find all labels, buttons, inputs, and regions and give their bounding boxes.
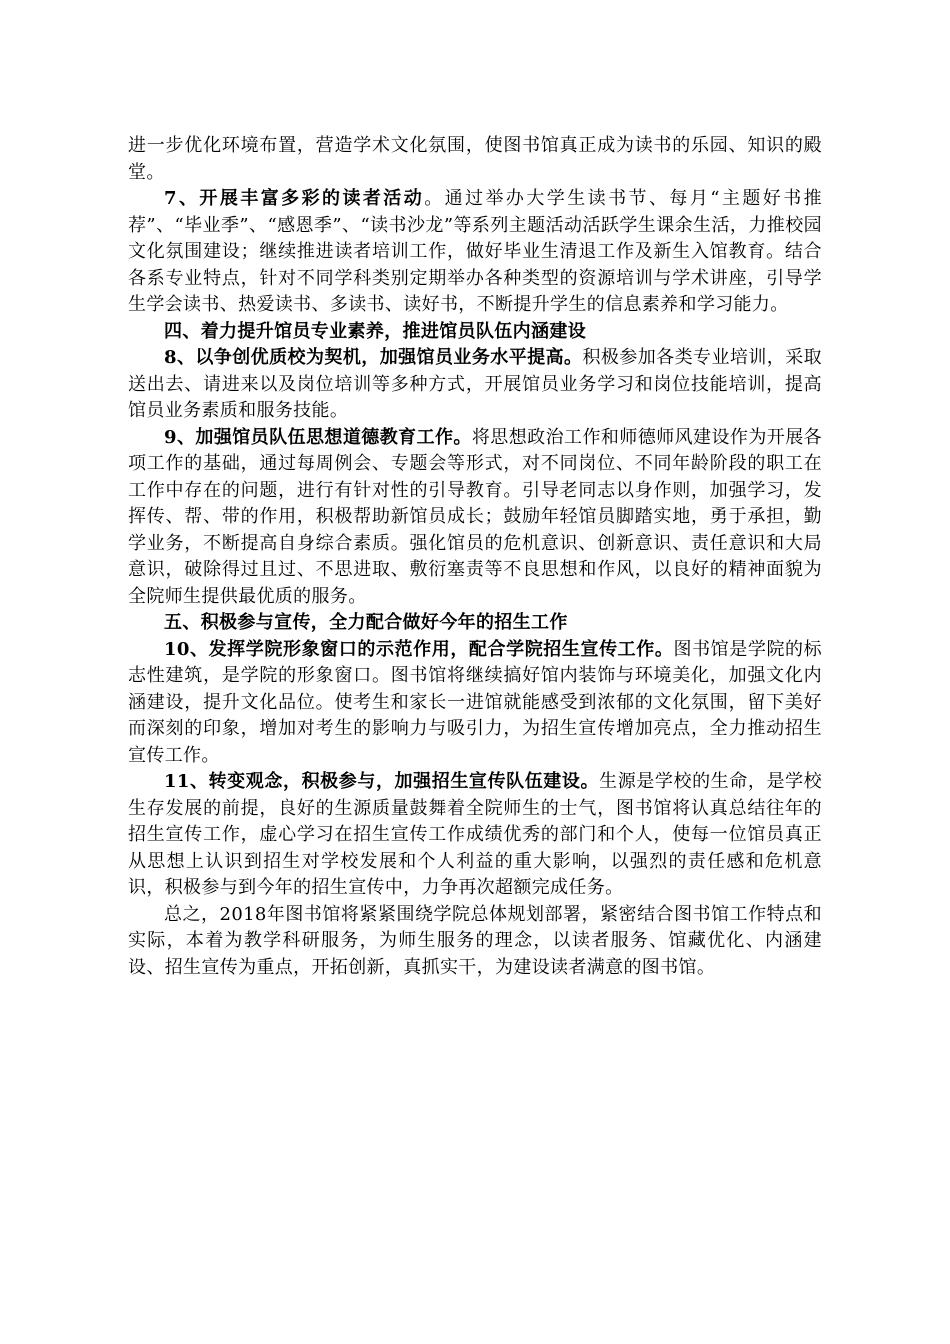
paragraph-item-10	[128, 637, 822, 770]
paragraph-lead: 7、开展丰富多彩的读者活动	[164, 188, 425, 209]
paragraph-text: 总之，2018年图书馆将紧紧围绕学院总体规划部署，紧密结合图书馆工作特点和实际，本着为教学科研服务，为师生服务的理念，以读者服务、馆藏优化、内涵建设、招生宣传为重点，开拓创新，真抓实干，为建设读者满意的图书馆。	[128, 903, 822, 978]
section-heading-4: 四、着力提升馆员专业素养，推进馆员队伍内涵建设	[164, 320, 587, 342]
section-heading-5: 五、积极参与宣传，全力配合做好今年的招生工作	[164, 612, 568, 633]
paragraph-text: 。通过举办大学生读书节、每月“主题好书推荐”、“毕业季”、“感恩季”、“读书沙龙”等系列主题活动活跃学生课余生活，力推校园文化氛围建设；继续推进读者培训工作，做好毕业生清退工作及新生入馆教育。结合各系专业特点，针对不同学科类别定期举办各种类型的资源培训与学术讲座，引导学生学会读书、热爱读书、多读书、读好书，不断提升学生的信息素养和学习能力。	[128, 188, 823, 315]
paragraph-text: 图书馆是学院的标志性建筑，是学院的形象窗口。图书馆将继续搞好馆内装饰与环境美化，加强文化内涵建设，提升文化品位。使考生和家长一进馆就能感受到浓郁的文化氛围，留下美好而深刻的印象，增加对考生的影响力与吸引力，为招生宣传增加亮点，全力推动招生宣传工作。	[128, 638, 822, 766]
paragraph-text: 积极参加各类专业培训，采取送出去、请进来以及岗位培训等多种方式，开展馆员业务学习和岗位技能培训，提高馆员业务素质和服务技能。	[128, 347, 822, 421]
paragraph-lead: 8、以争创优质校为契机，加强馆员业务水平提高。	[164, 347, 583, 368]
paragraph-conclusion	[128, 902, 822, 982]
paragraph-text: 生源是学校的生命，是学校生存发展的前提，良好的生源质量鼓舞着全院师生的士气，图书馆将认真总结往年的招生宣传工作，虚心学习在招生宣传工作成绩优秀的部门和个人，使每一位馆员真正从思想上认识到招生对学校发展和个人利益的重大影响，以强烈的责任感和危机意识，积极参与到今年的招生宣传中，力争再次超额完成任务。	[128, 771, 822, 898]
paragraph-continuation	[128, 133, 822, 186]
paragraph-item-9	[128, 425, 822, 611]
paragraph-text: 进一步优化环境布置，营造学术文化氛围，使图书馆真正成为读书的乐园、知识的殿堂。	[128, 135, 822, 183]
paragraph-lead: 11、转变观念，积极参与，加强招生宣传队伍建设。	[164, 771, 600, 792]
paragraph-item-8	[128, 345, 822, 425]
paragraph-text: 将思想政治工作和师德师风建设作为开展各项工作的基础，通过每周例会、专题会等形式，对不同岗位、不同年龄阶段的职工在工作中存在的问题，进行有针对性的引导教育。引导老同志以身作则，加强学习，发挥传、帮、带的作用，积极帮助新馆员成长；鼓励年轻馆员脚踏实地，勇于承担，勤学业务，不断提高自身综合素质。强化馆员的危机意识、创新意识、责任意识和大局意识，破除得过且过、不思进取、敷衍塞责等不良思想和作风，以良好的精神面貌为全院师生提供最优质的服务。	[128, 426, 822, 607]
paragraph-item-7	[128, 186, 822, 319]
paragraph-lead: 9、加强馆员队伍思想道德教育工作。	[164, 426, 472, 448]
paragraph-item-11	[128, 769, 822, 902]
document-page	[128, 133, 822, 981]
paragraph-lead: 10、发挥学院形象窗口的示范作用，配合学院招生宣传工作。	[164, 638, 674, 660]
